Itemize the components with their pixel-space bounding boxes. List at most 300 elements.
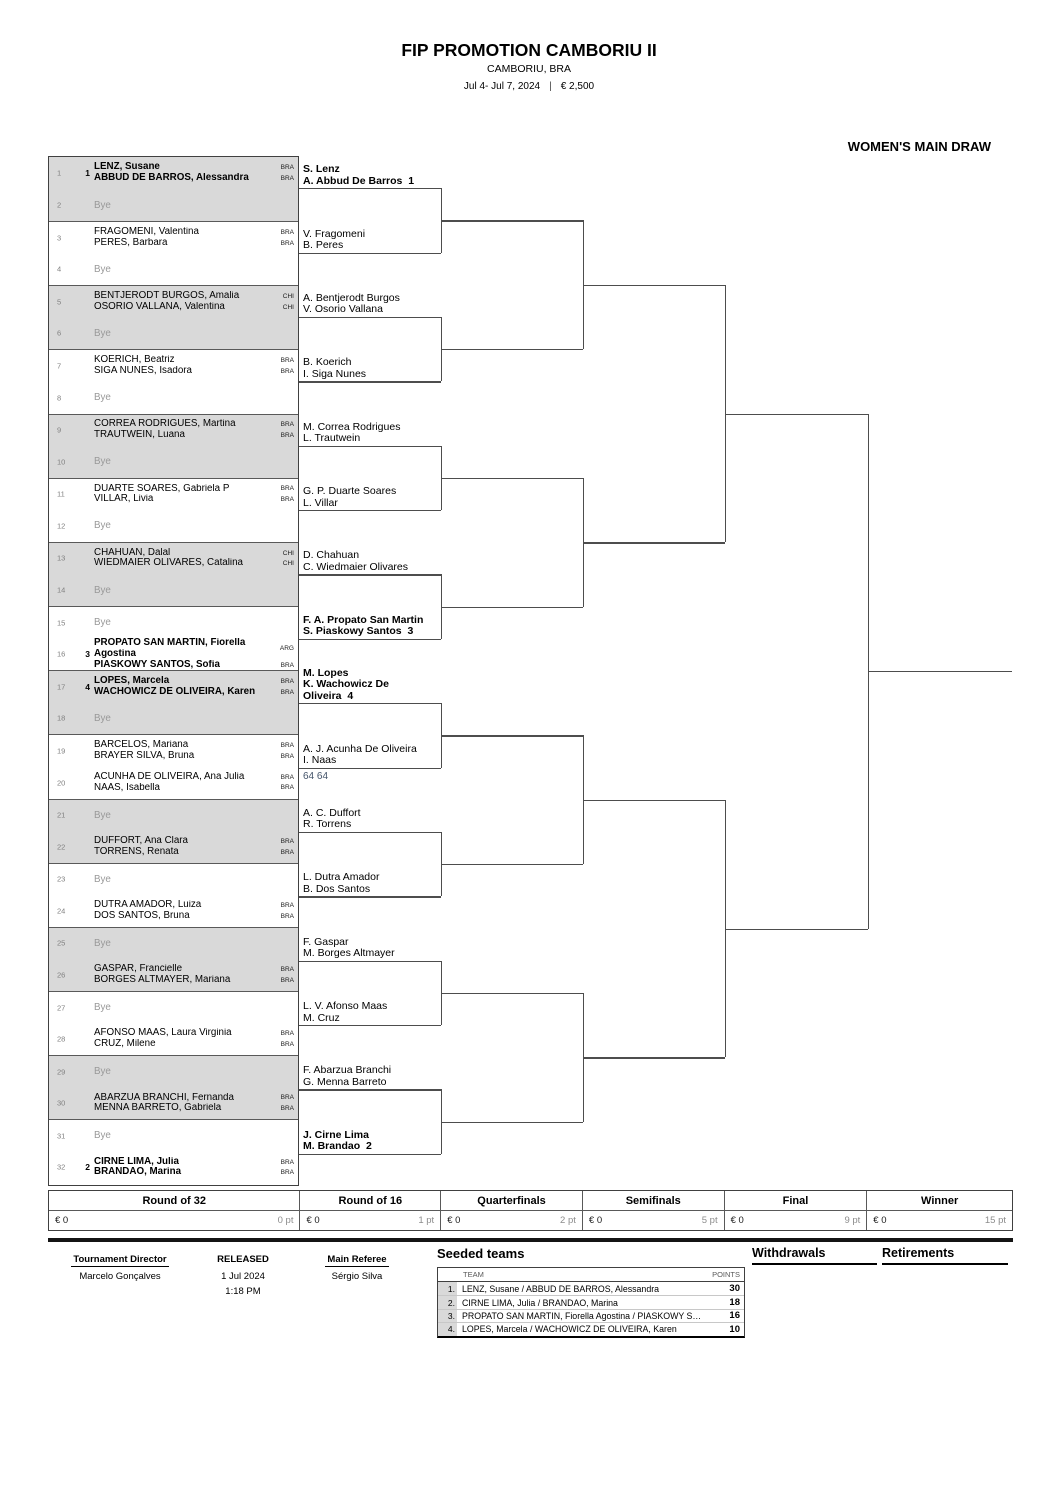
team-name: B. Koerich <box>303 357 352 369</box>
round-of-16-team <box>303 164 437 187</box>
player-row <box>94 740 295 751</box>
main-referee-name: Sérgio Silva <box>331 1271 383 1282</box>
player-name: TORRENS, Renata <box>94 846 179 857</box>
team-cell <box>94 446 295 478</box>
team-name: D. Chahuan <box>303 550 360 562</box>
country-code: BRA <box>280 1158 294 1166</box>
round-of-16-team <box>303 293 437 316</box>
player-name: CIRNE LIMA, Julia <box>94 1156 179 1167</box>
bracket-line-h <box>299 1089 441 1090</box>
country-code: BRA <box>280 848 294 856</box>
player-row <box>94 484 295 495</box>
round-of-16-team <box>303 1130 437 1153</box>
released-block <box>193 1249 293 1297</box>
team-name: C. Wiedmaier Olivares <box>303 561 409 573</box>
player-name: CRUZ, Milene <box>94 1039 156 1050</box>
prize-amount: € 0 <box>55 1214 69 1226</box>
points-value: 15 pt <box>984 1214 1006 1226</box>
player-row <box>94 676 295 687</box>
team-name: M. Correa Rodrigues <box>303 421 401 433</box>
points-value: 1 pt <box>418 1214 435 1226</box>
bracket-line-h <box>299 703 441 704</box>
player-row <box>94 660 295 671</box>
bye-label: Bye <box>94 1066 111 1078</box>
team-cell <box>94 1151 295 1183</box>
bracket-line-h <box>299 768 441 769</box>
round-of-16-team <box>303 422 437 445</box>
row-number: 26 <box>57 970 66 980</box>
country-code: BRA <box>280 966 294 974</box>
bracket-line-h <box>299 446 441 447</box>
main-referee-label: Main Referee <box>327 1254 387 1265</box>
team-cell <box>94 671 295 702</box>
bracket-line-h <box>725 414 868 415</box>
seed-team-name: CIRNE LIMA, Julia / BRANDAO, Marina <box>462 1297 618 1308</box>
bye-label: Bye <box>94 809 111 821</box>
team-cell <box>94 189 295 221</box>
player-names <box>94 1167 275 1178</box>
round-prize-points <box>441 1211 582 1229</box>
player-row <box>94 836 295 847</box>
player-row <box>94 238 295 249</box>
country-code: BRA <box>280 837 294 845</box>
round-of-16-team <box>303 1001 437 1024</box>
player-row <box>94 900 295 911</box>
team-name: V. Fragomeni <box>303 228 366 240</box>
player-names <box>94 484 275 495</box>
seeded-teams-title: Seeded teams <box>437 1246 525 1261</box>
player-row <box>94 162 295 173</box>
released-date: 1 Jul 2024 <box>221 1271 265 1282</box>
row-number: 20 <box>57 778 66 788</box>
draw-row <box>49 766 298 798</box>
team-cell <box>94 702 295 734</box>
bracket-line-h <box>299 510 441 511</box>
bracket-line-h <box>583 800 725 801</box>
team-cell <box>94 992 295 1023</box>
points-value: 5 pt <box>701 1214 718 1226</box>
country-code: BRA <box>280 1041 294 1049</box>
country-code: BRA <box>280 742 294 750</box>
player-name: PERES, Barbara <box>94 237 168 248</box>
draw-row <box>49 670 298 702</box>
player-names <box>94 911 275 922</box>
bye-label: Bye <box>94 1130 111 1142</box>
bye-label: Bye <box>94 1002 111 1014</box>
team-name: A. Bentjerodt Burgos <box>303 292 400 304</box>
country-code: BRA <box>280 228 294 236</box>
team-cell <box>94 350 295 381</box>
row-number: 28 <box>57 1034 66 1044</box>
player-row <box>94 751 295 762</box>
player-row <box>94 1167 295 1178</box>
draw-row <box>49 478 298 510</box>
draw-row <box>49 606 298 638</box>
team-cell <box>94 735 295 766</box>
player-name: DOS SANTOS, Bruna <box>94 910 190 921</box>
team-cell <box>94 800 295 831</box>
bracket-line-h <box>299 961 441 962</box>
country-code: CHI <box>282 292 294 300</box>
player-names <box>94 291 275 302</box>
draw-row <box>49 382 298 414</box>
player-row <box>94 1093 295 1104</box>
team-name: L. Dutra Amador <box>303 872 380 884</box>
bracket-line-h <box>441 349 583 350</box>
team-name: I. Naas <box>303 755 337 767</box>
draw-row <box>49 1151 298 1183</box>
draw-row <box>49 285 298 317</box>
draw-row <box>49 734 298 766</box>
player-names <box>94 687 275 698</box>
bye-label: Bye <box>94 263 111 275</box>
player-name: ABBUD DE BARROS, Alessandra <box>94 173 249 184</box>
released-label: RELEASED <box>217 1254 269 1265</box>
team-cell <box>94 1120 295 1151</box>
row-number: 14 <box>57 585 66 595</box>
row-number: 25 <box>57 938 66 948</box>
player-name: LOPES, Marcela <box>94 675 170 686</box>
tournament-director-name: Marcelo Gonçalves <box>79 1271 161 1282</box>
player-names <box>94 847 275 858</box>
country-code: ARG <box>279 645 294 653</box>
draw-row <box>49 1119 298 1151</box>
country-code: BRA <box>280 432 294 440</box>
team-cell <box>94 157 295 189</box>
tournament-title: FIP PROMOTION CAMBORIU II <box>401 40 657 60</box>
bracket-line-h <box>299 639 441 640</box>
player-name: VILLAR, Livia <box>94 494 154 505</box>
points-column-header: POINTS <box>712 1270 740 1279</box>
player-name: KOERICH, Beatriz <box>94 355 175 366</box>
player-name: BRAYER SILVA, Bruna <box>94 750 195 761</box>
country-code: BRA <box>280 901 294 909</box>
team-name: L. Villar <box>303 497 338 509</box>
player-names <box>94 900 275 911</box>
country-code: BRA <box>280 912 294 920</box>
withdrawals-label: Withdrawals <box>752 1246 877 1265</box>
team-cell <box>94 286 295 317</box>
player-name: GASPAR, Francielle <box>94 964 183 975</box>
round-label: Round of 16 <box>300 1191 440 1211</box>
team-cell <box>94 766 295 798</box>
player-name: LENZ, Susane <box>94 162 160 173</box>
prize-amount: € 0 <box>588 1214 603 1226</box>
row-number: 19 <box>57 746 66 756</box>
main-referee-block <box>302 1249 412 1282</box>
team-name: M. Brandao 2 <box>303 1141 372 1153</box>
country-code: BRA <box>280 496 294 504</box>
country-code: BRA <box>280 164 294 172</box>
bracket-line-h <box>583 1057 725 1058</box>
team-cell <box>94 895 295 927</box>
team-name: S. Lenz <box>303 164 340 176</box>
round-label: Quarterfinals <box>441 1191 582 1211</box>
player-name: ACUNHA DE OLIVEIRA, Ana Julia <box>94 771 245 782</box>
round-of-16-team <box>303 486 437 509</box>
draw-row <box>49 1087 298 1119</box>
team-name: K. Wachowicz De <box>303 679 389 691</box>
seed-number: 3 <box>85 649 90 660</box>
team-name: M. Cruz <box>303 1012 340 1024</box>
round-column <box>867 1191 1012 1230</box>
bracket-line-h <box>441 735 583 736</box>
draw-row <box>49 189 298 221</box>
draw-row <box>49 959 298 991</box>
round-label: Semifinals <box>583 1191 724 1211</box>
bracket-line-h <box>441 864 583 865</box>
separator: | <box>549 81 552 92</box>
team-cell <box>94 928 295 959</box>
row-number: 3 <box>57 233 62 243</box>
country-code: CHI <box>282 560 294 568</box>
bracket-line-h <box>299 896 441 897</box>
bracket-line-h <box>725 929 868 930</box>
country-code: BRA <box>280 1105 294 1113</box>
player-names <box>94 1157 275 1168</box>
player-row <box>94 1028 295 1039</box>
player-row <box>94 1103 295 1114</box>
seeded-teams-table <box>437 1267 745 1338</box>
round-column <box>300 1191 441 1230</box>
seed-points: 30 <box>729 1283 740 1295</box>
row-number: 18 <box>57 713 66 723</box>
team-name: Oliveira 4 <box>303 690 354 702</box>
row-number: 31 <box>57 1131 66 1141</box>
team-name: S. Piaskowy Santos 3 <box>303 626 414 638</box>
tournament-dates-prize <box>0 81 1058 92</box>
player-row <box>94 687 295 698</box>
team-cell <box>94 864 295 895</box>
team-name: V. Osorio Vallana <box>303 304 383 316</box>
player-names <box>94 355 275 366</box>
player-names <box>94 494 275 505</box>
draw-row <box>49 221 298 253</box>
player-row <box>94 847 295 858</box>
bracket-line-h <box>441 478 583 479</box>
player-name: AFONSO MAAS, Laura Virginia <box>94 1028 232 1039</box>
player-names <box>94 1028 275 1039</box>
seeded-team-row <box>438 1282 744 1295</box>
row-number: 2 <box>57 200 62 210</box>
draw-row <box>49 510 298 542</box>
team-name: R. Torrens <box>303 819 352 831</box>
bye-label: Bye <box>94 199 111 211</box>
team-cell <box>94 415 295 446</box>
player-row <box>94 548 295 559</box>
player-name: CORREA RODRIGUES, Martina <box>94 419 236 430</box>
player-row <box>94 173 295 184</box>
round-prize-points <box>300 1211 440 1229</box>
player-names <box>94 173 275 184</box>
seed-points: 18 <box>729 1297 740 1309</box>
player-names <box>94 1039 275 1050</box>
round-of-16-team <box>303 550 437 573</box>
seed-team-name: LENZ, Susane / ABBUD DE BARROS, Alessandra <box>462 1283 660 1294</box>
row-number: 29 <box>57 1067 66 1077</box>
row-number: 12 <box>57 521 66 531</box>
player-name: DUARTE SOARES, Gabriela P <box>94 483 230 494</box>
country-code: BRA <box>280 357 294 365</box>
player-name: Agostina <box>94 648 136 659</box>
bracket-line-h <box>441 1122 583 1123</box>
player-row <box>94 1157 295 1168</box>
seed-rank: 1. <box>438 1282 457 1295</box>
round-column <box>49 1191 300 1230</box>
team-cell <box>94 831 295 863</box>
round-of-16-team <box>303 668 437 703</box>
player-names <box>94 783 275 794</box>
bracket-line-h <box>299 832 441 833</box>
player-names <box>94 964 275 975</box>
player-names <box>94 366 275 377</box>
player-row <box>94 911 295 922</box>
team-cell <box>94 510 295 542</box>
team-cell <box>94 1087 295 1119</box>
row-number: 27 <box>57 1003 66 1013</box>
released-time: 1:18 PM <box>225 1286 261 1297</box>
tournament-prize-money: € 2,500 <box>560 81 595 92</box>
bracket-line-h <box>299 381 441 382</box>
player-row <box>94 302 295 313</box>
bye-label: Bye <box>94 327 111 339</box>
bracket-line-h <box>441 220 583 221</box>
bracket-line-h <box>299 253 441 254</box>
player-name: WIEDMAIER OLIVARES, Catalina <box>94 558 243 569</box>
seed-number: 1 <box>85 168 90 179</box>
row-number: 22 <box>57 842 66 852</box>
bracket-line-h <box>441 607 583 608</box>
row-number: 24 <box>57 906 66 916</box>
country-code: BRA <box>280 367 294 375</box>
round-prize-points <box>583 1211 724 1229</box>
country-code: BRA <box>280 976 294 984</box>
player-names <box>94 676 275 687</box>
round-of-32-table <box>48 156 299 1186</box>
bye-label: Bye <box>94 392 111 404</box>
prize-amount: € 0 <box>730 1214 744 1226</box>
round-of-16-team <box>303 615 437 638</box>
player-row <box>94 638 295 660</box>
player-names <box>94 430 275 441</box>
country-code: CHI <box>282 549 294 557</box>
team-cell <box>94 638 295 670</box>
player-name: PROPATO SAN MARTIN, Fiorella <box>94 638 246 649</box>
draw-title: WOMEN'S MAIN DRAW <box>847 139 991 154</box>
team-name: B. Dos Santos <box>303 883 371 895</box>
player-name: BENTJERODT BURGOS, Amalia <box>94 291 240 302</box>
seed-team-name: LOPES, Marcela / WACHOWICZ DE OLIVEIRA, Karen <box>462 1324 677 1335</box>
seeded-teams-rows <box>438 1282 744 1336</box>
draw-row <box>49 799 298 831</box>
bracket-line-h <box>441 993 583 994</box>
country-code: BRA <box>280 1030 294 1038</box>
player-name: BARCELOS, Mariana <box>94 740 189 751</box>
player-names <box>94 975 275 986</box>
player-row <box>94 355 295 366</box>
country-code: BRA <box>280 677 294 685</box>
team-cell <box>94 1056 295 1087</box>
country-code: BRA <box>280 1169 294 1177</box>
player-row <box>94 494 295 505</box>
round-label: Final <box>725 1191 867 1211</box>
round-of-16-team <box>303 872 437 895</box>
draw-row <box>49 446 298 478</box>
round-column <box>441 1191 583 1230</box>
team-name: B. Peres <box>303 240 344 252</box>
player-row <box>94 1039 295 1050</box>
team-name: G. P. Duarte Soares <box>303 486 397 498</box>
country-code: BRA <box>280 1094 294 1102</box>
player-name: PIASKOWY SANTOS, Sofia <box>94 659 220 670</box>
bye-label: Bye <box>94 520 111 532</box>
player-name: OSORIO VALLANA, Valentina <box>94 301 225 312</box>
match-score: 64 64 <box>303 770 329 782</box>
bracket-line-h <box>299 1025 441 1026</box>
bye-label: Bye <box>94 456 111 468</box>
row-number: 17 <box>57 682 66 692</box>
country-code: CHI <box>282 303 294 311</box>
row-number: 7 <box>57 361 62 371</box>
country-code: BRA <box>280 239 294 247</box>
team-name: A. J. Acunha De Oliveira <box>303 743 417 755</box>
team-name: I. Siga Nunes <box>303 368 367 380</box>
seed-rank: 3. <box>438 1310 457 1322</box>
draw-row <box>49 414 298 446</box>
row-number: 8 <box>57 393 62 403</box>
bye-label: Bye <box>94 617 111 629</box>
country-code: BRA <box>280 784 294 792</box>
team-name: M. Borges Altmayer <box>303 948 395 960</box>
player-names <box>94 751 275 762</box>
round-label: Winner <box>867 1191 1012 1211</box>
row-number: 5 <box>57 297 62 307</box>
round-of-16-team <box>303 1065 437 1088</box>
tournament-location: CAMBORIU, BRA <box>486 63 571 75</box>
row-number: 10 <box>57 457 66 467</box>
seeded-teams-header <box>438 1268 744 1282</box>
team-cell <box>94 574 295 606</box>
tournament-dates: Jul 4- Jul 7, 2024 <box>463 81 541 92</box>
footer-divider <box>48 1238 1013 1242</box>
country-code: BRA <box>280 752 294 760</box>
team-cell <box>94 959 295 991</box>
draw-row <box>49 253 298 285</box>
player-names <box>94 238 275 249</box>
draw-row <box>49 863 298 895</box>
round-prize-points <box>867 1211 1012 1229</box>
team-name: F. A. Propato San Martin <box>303 614 424 626</box>
player-names <box>94 836 275 847</box>
player-name: FRAGOMENI, Valentina <box>94 226 199 237</box>
seed-points: 16 <box>729 1310 740 1322</box>
team-name: G. Menna Barreto <box>303 1076 387 1088</box>
bracket-line-h <box>583 542 725 543</box>
seed-team-name: PROPATO SAN MARTIN, Fiorella Agostina / PIASKOWY S… <box>462 1310 702 1321</box>
team-name: F. Abarzua Branchi <box>303 1065 392 1077</box>
country-code: BRA <box>280 661 294 669</box>
row-number: 13 <box>57 553 66 563</box>
player-names <box>94 558 275 569</box>
bracket-line-h <box>299 317 441 318</box>
player-row <box>94 419 295 430</box>
player-name: CHAHUAN, Dalal <box>94 547 171 558</box>
team-name: L. V. Afonso Maas <box>303 1001 388 1013</box>
rounds-legend <box>48 1190 1013 1231</box>
country-code: BRA <box>280 174 294 182</box>
round-of-16-team <box>303 744 437 767</box>
player-names <box>94 1093 275 1104</box>
